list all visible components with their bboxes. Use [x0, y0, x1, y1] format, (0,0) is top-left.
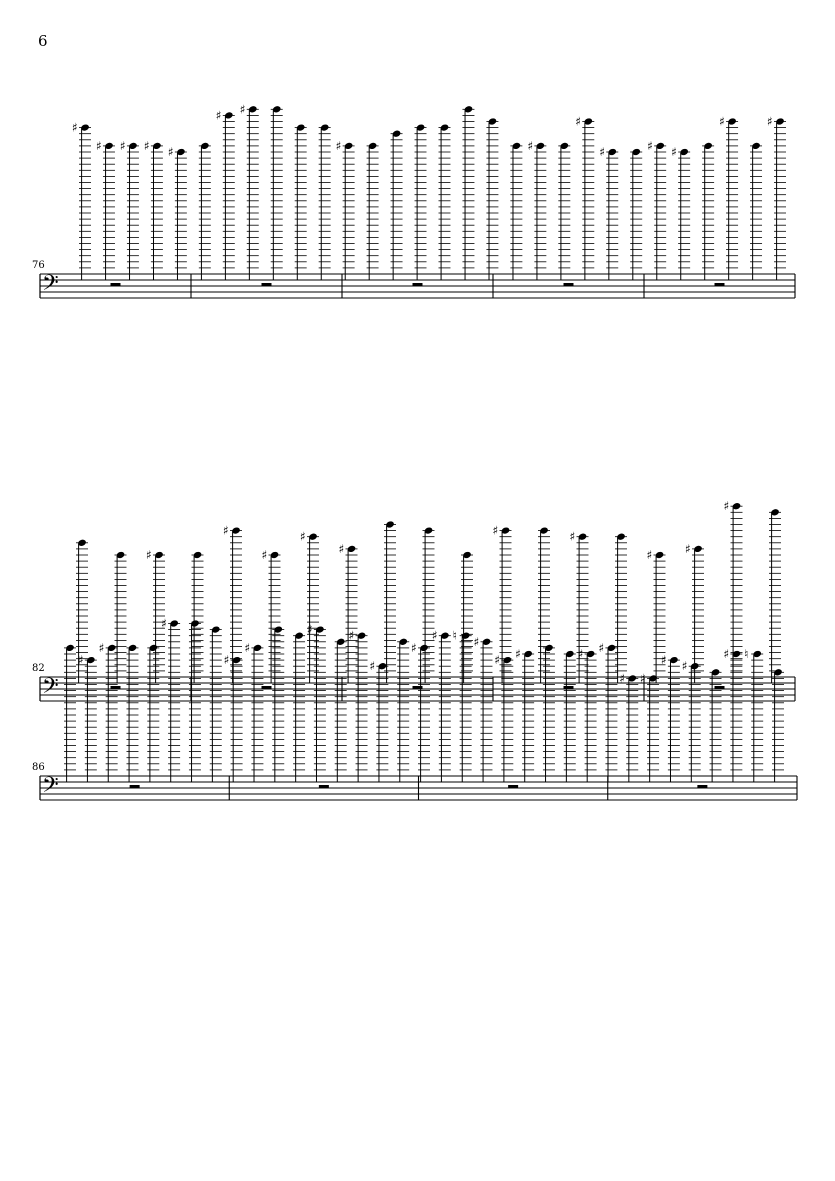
note: [578, 647, 597, 782]
note: [161, 617, 180, 783]
note: [558, 142, 570, 280]
sharp-icon: ♯: [239, 102, 246, 117]
note: [486, 117, 498, 280]
half-rest-icon: [715, 686, 725, 689]
note: [630, 148, 642, 280]
sharp-icon: ♯: [719, 114, 725, 129]
note: [564, 650, 576, 782]
sharp-icon: ♯: [527, 138, 534, 153]
note: [262, 548, 281, 683]
note: [723, 647, 742, 782]
half-rest-icon: [564, 686, 574, 689]
note: [210, 625, 222, 782]
sharp-icon: ♯: [223, 653, 230, 668]
sharp-icon: ♯: [119, 138, 126, 153]
note: [423, 526, 435, 683]
note: [96, 139, 115, 280]
note: [72, 121, 91, 280]
note: [336, 139, 355, 280]
measure-number: 76: [32, 260, 45, 271]
note: [671, 145, 690, 280]
half-rest-icon: [715, 283, 725, 286]
note: [538, 526, 550, 683]
sharp-icon: ♯: [215, 108, 222, 123]
sharp-icon: ♯: [647, 138, 653, 153]
note: [216, 108, 235, 280]
sharp-icon: ♯: [95, 138, 102, 153]
note: [685, 542, 704, 683]
half-rest-icon: [564, 283, 574, 286]
note: [767, 115, 786, 281]
note: [772, 668, 784, 782]
sharp-icon: ♯: [473, 634, 480, 649]
sharp-icon: ♯: [767, 114, 773, 129]
natural-icon: ♮: [452, 628, 457, 643]
note: [64, 644, 76, 782]
note: [515, 647, 534, 782]
sharp-icon: ♯: [77, 653, 84, 668]
note: [494, 653, 513, 782]
note: [240, 102, 259, 280]
note: [702, 142, 714, 280]
note: [369, 659, 388, 782]
sharp-icon: ♯: [640, 671, 646, 686]
note: [598, 641, 617, 782]
note: [295, 123, 307, 280]
note: [397, 638, 409, 782]
note: [271, 105, 283, 280]
note: [719, 115, 738, 281]
sharp-icon: ♯: [494, 653, 501, 668]
note: [335, 638, 347, 782]
note: [619, 671, 638, 782]
note: [244, 641, 263, 782]
sharp-icon: ♯: [338, 541, 345, 556]
note: [415, 123, 427, 280]
staff-system-1: [32, 102, 795, 301]
note: [682, 659, 701, 782]
note: [224, 653, 243, 782]
half-rest-icon: [262, 283, 272, 286]
sharp-icon: ♯: [72, 120, 78, 135]
note: [126, 644, 138, 782]
page-number: 6: [38, 32, 48, 50]
note: [367, 142, 379, 280]
sharp-icon: ♯: [161, 616, 167, 631]
sharp-icon: ♯: [411, 640, 417, 655]
sharp-icon: ♯: [671, 145, 677, 159]
note: [391, 130, 403, 280]
sharp-icon: ♯: [598, 640, 605, 655]
half-rest-icon: [319, 785, 329, 788]
note: [647, 139, 666, 280]
sharp-icon: ♯: [369, 659, 376, 674]
half-rest-icon: [697, 785, 707, 788]
note: [453, 629, 472, 782]
sharp-icon: ♯: [143, 138, 150, 153]
sharp-icon: ♯: [515, 647, 521, 661]
note: [99, 641, 118, 782]
note: [349, 629, 368, 782]
bass-clef-icon: 𝄢: [42, 674, 59, 704]
note: [168, 145, 187, 280]
note: [144, 139, 163, 280]
natural-icon: ♮: [744, 647, 749, 661]
note: [461, 551, 473, 683]
note: [661, 653, 680, 782]
sharp-icon: ♯: [492, 523, 499, 538]
staff-system-2: [32, 499, 795, 704]
sharp-icon: ♯: [569, 529, 576, 544]
note: [438, 123, 450, 280]
note: [293, 632, 305, 782]
note: [510, 142, 522, 280]
note: [432, 629, 451, 782]
note: [640, 671, 659, 782]
note: [319, 123, 331, 280]
half-rest-icon: [130, 785, 140, 788]
half-rest-icon: [111, 686, 121, 689]
sharp-icon: ♯: [685, 541, 691, 556]
sharp-icon: ♯: [146, 548, 152, 562]
note: [272, 625, 284, 782]
bass-clef-icon: 𝄢: [42, 773, 59, 803]
sharp-icon: ♯: [577, 647, 584, 661]
sharp-icon: ♯: [348, 628, 355, 643]
sharp-icon: ♯: [244, 640, 251, 655]
note: [473, 635, 492, 782]
measure-number: 82: [32, 663, 45, 674]
note: [462, 105, 474, 280]
sharp-icon: ♯: [660, 653, 667, 668]
note: [78, 653, 97, 782]
staff-system-3: [32, 617, 797, 804]
measure-number: 86: [32, 762, 45, 773]
sharp-icon: ♯: [431, 628, 438, 643]
note: [120, 139, 139, 280]
note: [599, 145, 618, 280]
note: [115, 551, 127, 683]
sharp-icon: ♯: [575, 114, 582, 129]
note: [411, 641, 430, 782]
note: [750, 142, 762, 280]
note: [575, 115, 594, 281]
note: [192, 551, 204, 683]
bass-clef-icon: 𝄢: [42, 271, 59, 301]
half-rest-icon: [262, 686, 272, 689]
sharp-icon: ♯: [261, 548, 268, 562]
note: [384, 520, 396, 683]
sharp-icon: ♯: [599, 145, 606, 159]
note: [744, 647, 763, 782]
sharp-icon: ♯: [646, 548, 653, 562]
note: [339, 542, 358, 683]
sharp-icon: ♯: [619, 671, 626, 686]
note: [527, 139, 546, 280]
sharp-icon: ♯: [306, 622, 313, 637]
half-rest-icon: [413, 283, 423, 286]
sharp-icon: ♯: [167, 145, 174, 159]
half-rest-icon: [508, 785, 518, 788]
sharp-icon: ♯: [681, 659, 688, 674]
sharp-icon: ♯: [723, 499, 730, 514]
sharp-icon: ♯: [300, 529, 306, 544]
sharp-icon: ♯: [335, 138, 342, 153]
sharp-icon: ♯: [223, 523, 229, 538]
note: [710, 668, 722, 782]
sharp-icon: ♯: [723, 647, 730, 661]
note: [199, 142, 211, 280]
note: [146, 548, 165, 683]
note: [769, 508, 781, 683]
half-rest-icon: [111, 283, 121, 286]
sharp-icon: ♯: [98, 640, 105, 655]
